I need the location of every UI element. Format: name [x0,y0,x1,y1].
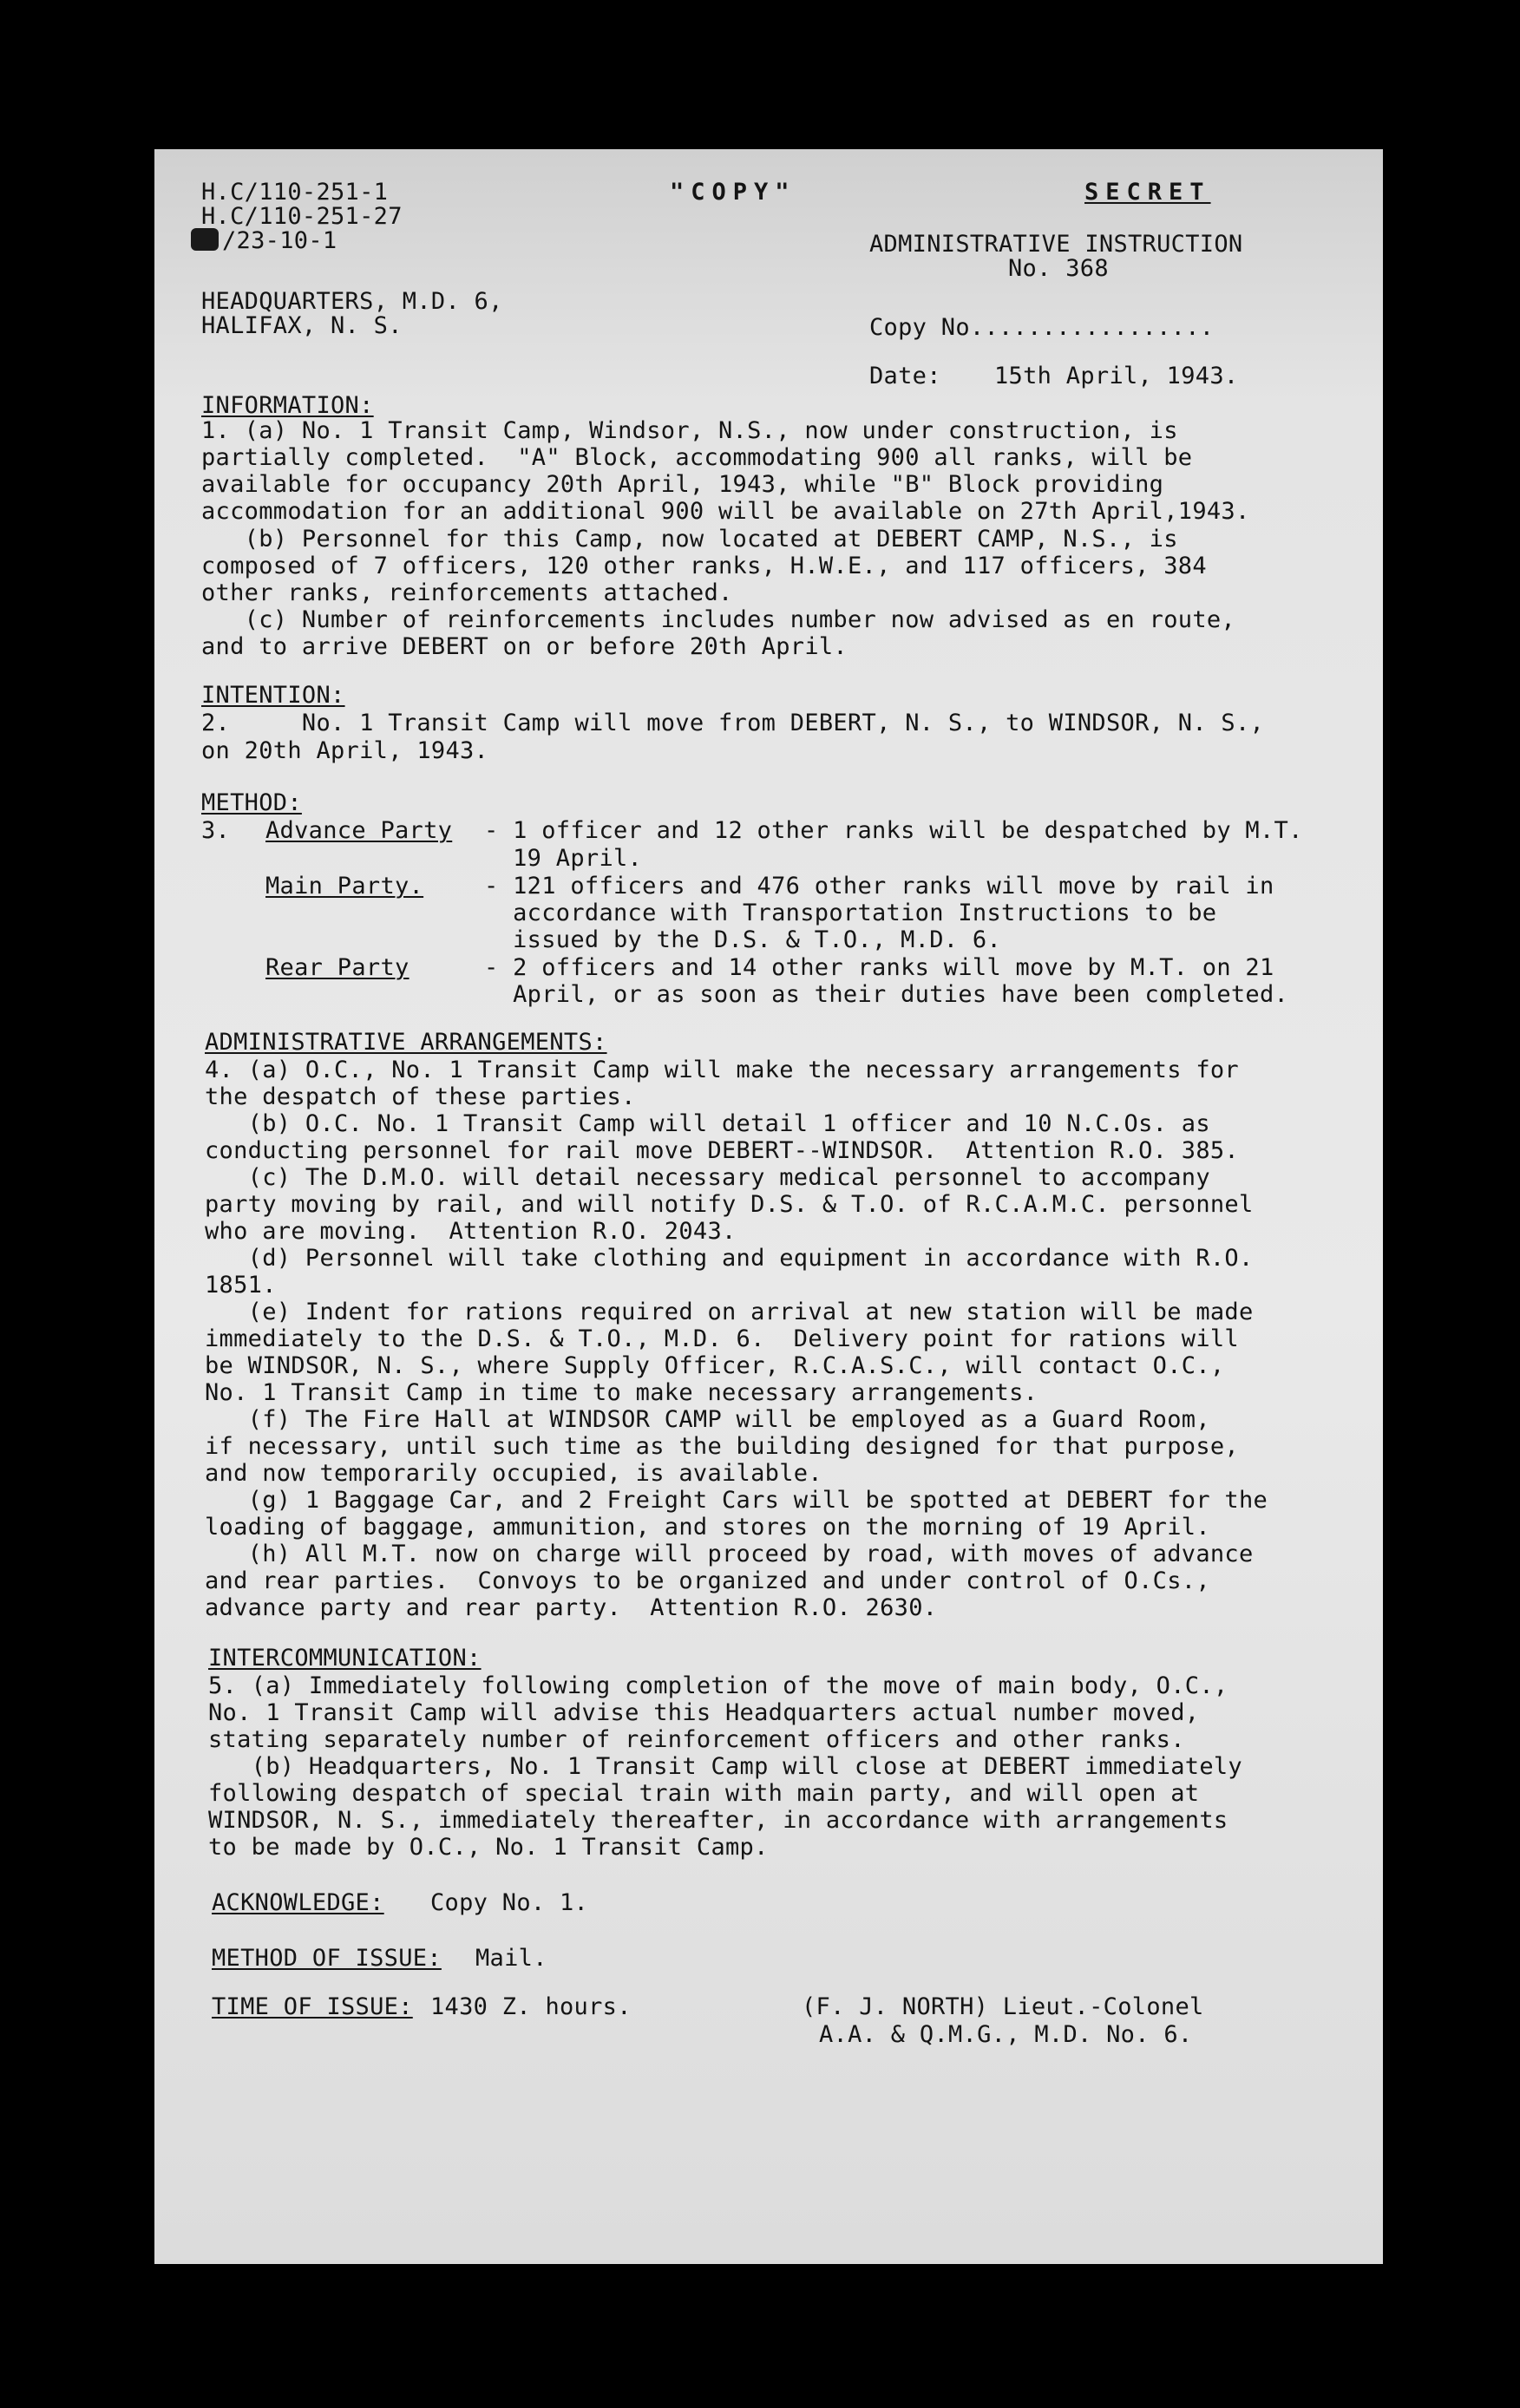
method-of-issue-label: METHOD OF ISSUE: [212,1945,442,1972]
admin-line: be WINDSOR, N. S., where Supply Officer, R.C.A.S.C., will contact O.C., [205,1352,1225,1379]
intention-heading: INTENTION: [201,682,345,709]
admin-line: and now temporarily occupied, is available. [205,1460,822,1487]
information-line: (c) Number of reinforcements includes number now advised as en route, [201,606,1235,633]
file-ref-3: /23-10-1 [222,227,337,254]
intercom-line: 5. (a) Immediately following completion of the move of main body, O.C., [208,1672,1228,1699]
intercom-line: No. 1 Transit Camp will advise this Headquarters actual number moved, [208,1699,1200,1726]
admin-line: (d) Personnel will take clothing and equipment in accordance with R.O. [205,1245,1254,1272]
main-party-line: accordance with Transportation Instructions to be [484,900,1217,926]
time-of-issue-value: 1430 Z. hours. [430,1993,632,2020]
admin-line: who are moving. Attention R.O. 2043. [205,1218,737,1245]
instruction-title: ADMINISTRATIVE INSTRUCTION [869,231,1243,258]
rear-party-line: April, or as soon as their duties have been completed. [484,981,1289,1008]
classification: SECRET [1084,179,1211,206]
signature-line-1: (F. J. NORTH) Lieut.-Colonel [802,1993,1204,2020]
information-line: partially completed. "A" Block, accommodating 900 all ranks, will be [201,444,1193,471]
redaction-blot [191,228,219,251]
advance-party-label: Advance Party [265,817,453,844]
admin-line: 1851. [205,1272,277,1299]
intercom-line: (b) Headquarters, No. 1 Transit Camp will close at DEBERT immediately [208,1753,1242,1780]
intercom-line: to be made by O.C., No. 1 Transit Camp. [208,1834,769,1861]
admin-line: loading of baggage, ammunition, and stores on the morning of 19 April. [205,1514,1210,1541]
admin-line: (g) 1 Baggage Car, and 2 Freight Cars will be spotted at DEBERT for the [205,1487,1268,1514]
admin-heading: ADMINISTRATIVE ARRANGEMENTS: [205,1029,607,1056]
origin-line-2: HALIFAX, N. S. [201,312,403,339]
information-line: accommodation for an additional 900 will be available on 27th April,1943. [201,498,1250,525]
advance-party-line: 19 April. [484,845,643,872]
main-party-line: - 121 officers and 476 other ranks will move by rail in [484,873,1274,900]
instruction-number: No. 368 [1008,255,1109,282]
main-party-label: Main Party. [265,873,424,900]
admin-line: (e) Indent for rations required on arrival at new station will be made [205,1299,1254,1325]
intention-line: on 20th April, 1943. [201,737,489,764]
admin-line: (c) The D.M.O. will detail necessary medical personnel to accompany [205,1164,1210,1191]
date-label: Date: [869,363,941,389]
acknowledge-label: ACKNOWLEDGE: [212,1889,384,1916]
method-number: 3. [201,817,231,844]
intercom-heading: INTERCOMMUNICATION: [208,1645,482,1672]
acknowledge-value: Copy No. 1. [430,1889,589,1916]
file-ref-1: H.C/110-251-1 [201,179,389,206]
method-of-issue-value: Mail. [475,1945,547,1972]
rear-party-line: - 2 officers and 14 other ranks will move by M.T. on 21 [484,954,1274,981]
intercom-line: WINDSOR, N. S., immediately thereafter, in accordance with arrangements [208,1807,1228,1834]
signature-line-2: A.A. & Q.M.G., M.D. No. 6. [819,2021,1193,2048]
main-party-line: issued by the D.S. & T.O., M.D. 6. [484,926,1001,953]
file-ref-2: H.C/110-251-27 [201,203,403,230]
admin-line: conducting personnel for rail move DEBERT--WINDSOR. Attention R.O. 385. [205,1137,1239,1164]
admin-line: 4. (a) O.C., No. 1 Transit Camp will make the necessary arrangements for [205,1057,1239,1083]
intention-line: 2. No. 1 Transit Camp will move from DEBERT, N. S., to WINDSOR, N. S., [201,710,1265,736]
admin-line: if necessary, until such time as the building designed for that purpose, [205,1433,1239,1460]
admin-line: and rear parties. Convoys to be organized and under control of O.Cs., [205,1567,1210,1594]
intercom-line: stating separately number of reinforcement officers and other ranks. [208,1726,1185,1753]
admin-line: No. 1 Transit Camp in time to make necessary arrangements. [205,1379,1038,1406]
copy-number: Copy No................. [869,314,1215,341]
information-line: composed of 7 officers, 120 other ranks, H.W.E., and 117 officers, 384 [201,553,1207,579]
admin-line: immediately to the D.S. & T.O., M.D. 6. Delivery point for rations will [205,1325,1239,1352]
origin-line-1: HEADQUARTERS, M.D. 6, [201,288,503,315]
information-line: other ranks, reinforcements attached. [201,579,733,606]
information-line: 1. (a) No. 1 Transit Camp, Windsor, N.S., now under construction, is [201,417,1178,444]
intercom-line: following despatch of special train with main party, and will open at [208,1780,1200,1807]
admin-line: (f) The Fire Hall at WINDSOR CAMP will be employed as a Guard Room, [205,1406,1210,1433]
information-heading: INFORMATION: [201,392,374,419]
date-value: 15th April, 1943. [994,363,1239,389]
admin-line: the despatch of these parties. [205,1083,636,1110]
admin-line: (b) O.C. No. 1 Transit Camp will detail 1 officer and 10 N.C.Os. as [205,1110,1210,1137]
admin-line: advance party and rear party. Attention R.O. 2630. [205,1594,938,1621]
advance-party-line: - 1 officer and 12 other ranks will be despatched by M.T. [484,817,1303,844]
information-line: available for occupancy 20th April, 1943, while "B" Block providing [201,471,1164,498]
rear-party-label: Rear Party [265,954,409,981]
information-line: and to arrive DEBERT on or before 20th April. [201,633,848,660]
admin-line: party moving by rail, and will notify D.S. & T.O. of R.C.A.M.C. personnel [205,1191,1254,1218]
copy-marker: "COPY" [670,179,796,206]
time-of-issue-label: TIME OF ISSUE: [212,1993,413,2020]
information-line: (b) Personnel for this Camp, now located at DEBERT CAMP, N.S., is [201,526,1178,553]
method-heading: METHOD: [201,789,302,816]
admin-line: (h) All M.T. now on charge will proceed by road, with moves of advance [205,1541,1254,1567]
